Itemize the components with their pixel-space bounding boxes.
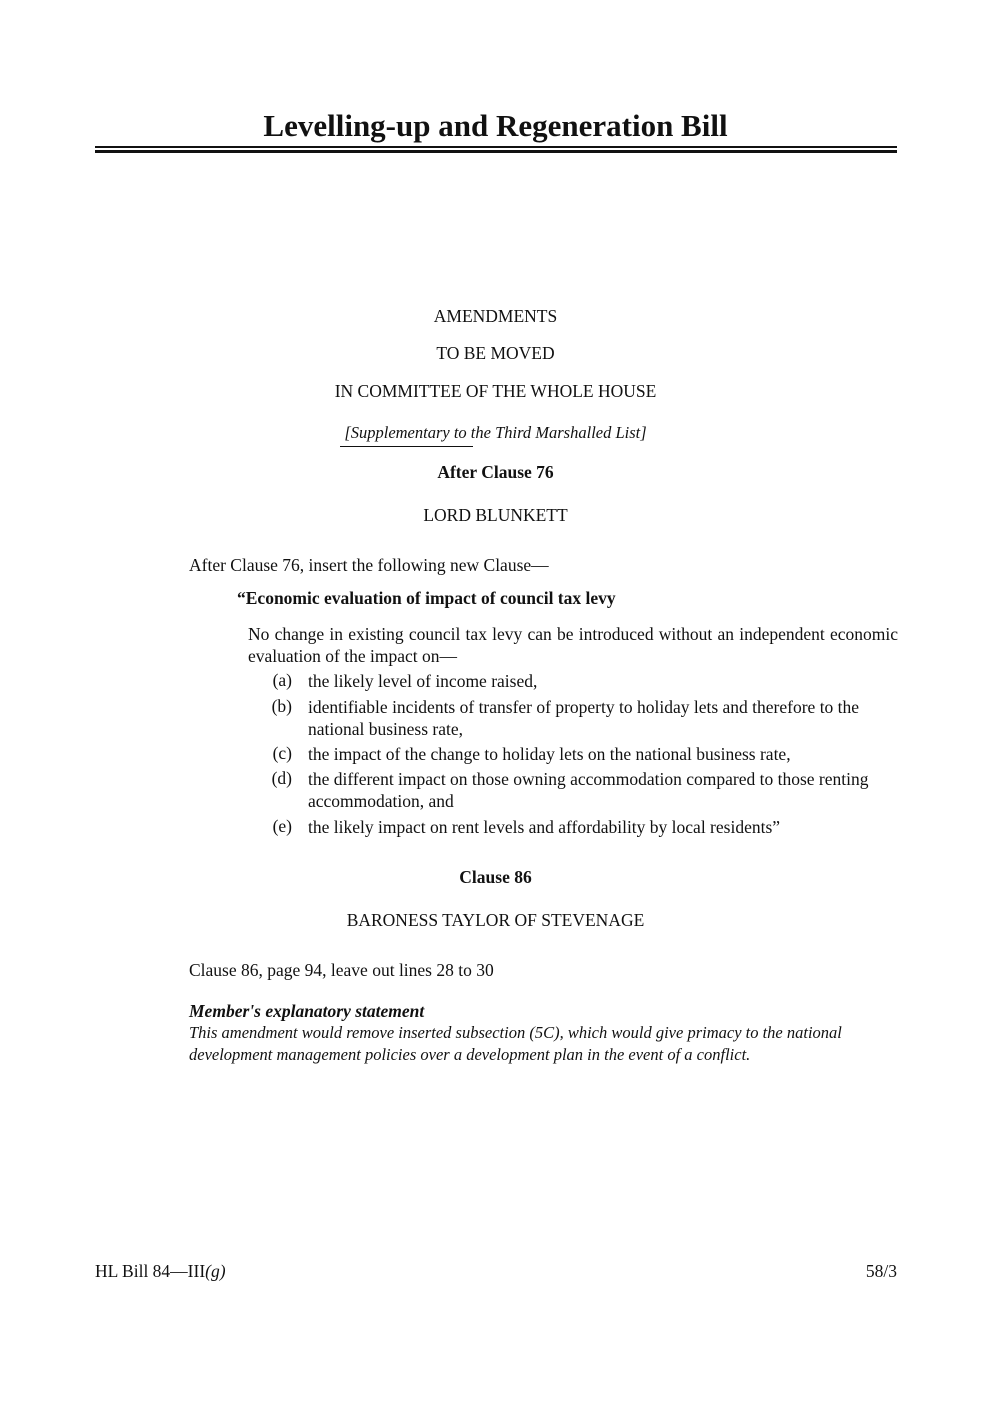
supplementary-note: [Supplementary to the Third Marshalled List]	[344, 423, 647, 442]
amendments-heading: AMENDMENTS	[433, 306, 558, 326]
item-text: the impact of the change to holiday lets on the national business rate,	[308, 744, 791, 764]
item-label: (b)	[271, 696, 292, 716]
title-rule-thin	[95, 146, 897, 148]
amendment1-instruction: After Clause 76, insert the following new Clause—	[189, 555, 549, 575]
item-text: identifiable incidents of transfer of property to holiday lets and therefore to the national business rate,	[308, 697, 860, 739]
item-label: (a)	[272, 670, 292, 690]
committee-heading: IN COMMITTEE OF THE WHOLE HOUSE	[334, 381, 657, 401]
bill-ref-prefix: HL Bill 84—III	[95, 1261, 206, 1281]
amendment2-member: BARONESS TAYLOR OF STEVENAGE	[346, 910, 645, 930]
bill-title: Levelling-up and Regeneration Bill	[263, 108, 728, 143]
item-text: the likely level of income raised,	[308, 671, 538, 691]
explanatory-statement: This amendment would remove inserted subsection (5C), which would give primacy to the national development management policies over a development plan in the event of a conflict.	[189, 1023, 842, 1064]
title-rule-thick	[95, 150, 897, 153]
new-clause-title: “Economic evaluation of impact of council tax levy	[237, 588, 616, 608]
amendment2-instruction: Clause 86, page 94, leave out lines 28 to 30	[189, 960, 494, 980]
amendment2-heading: Clause 86	[459, 867, 532, 887]
amendment1-heading: After Clause 76	[437, 462, 554, 482]
new-clause-intro: No change in existing council tax levy can be introduced without an independent economic evaluation of the impact on—	[248, 624, 898, 666]
item-label: (d)	[271, 768, 292, 788]
bill-reference	[95, 1260, 226, 1282]
supplementary-underline	[340, 446, 473, 447]
amendment1-member: LORD BLUNKETT	[423, 505, 568, 525]
item-text: the different impact on those owning accommodation compared to those renting accommodation, and	[308, 769, 869, 811]
explanatory-statement-heading: Member's explanatory statement	[189, 1001, 425, 1021]
item-text: the likely impact on rent levels and affordability by local residents”	[308, 817, 781, 837]
page-reference: 58/3	[865, 1261, 897, 1281]
item-label: (e)	[272, 816, 292, 836]
bill-ref-suffix: (g)	[205, 1261, 226, 1281]
to-be-moved-heading: TO BE MOVED	[436, 343, 555, 363]
item-label: (c)	[272, 743, 292, 763]
